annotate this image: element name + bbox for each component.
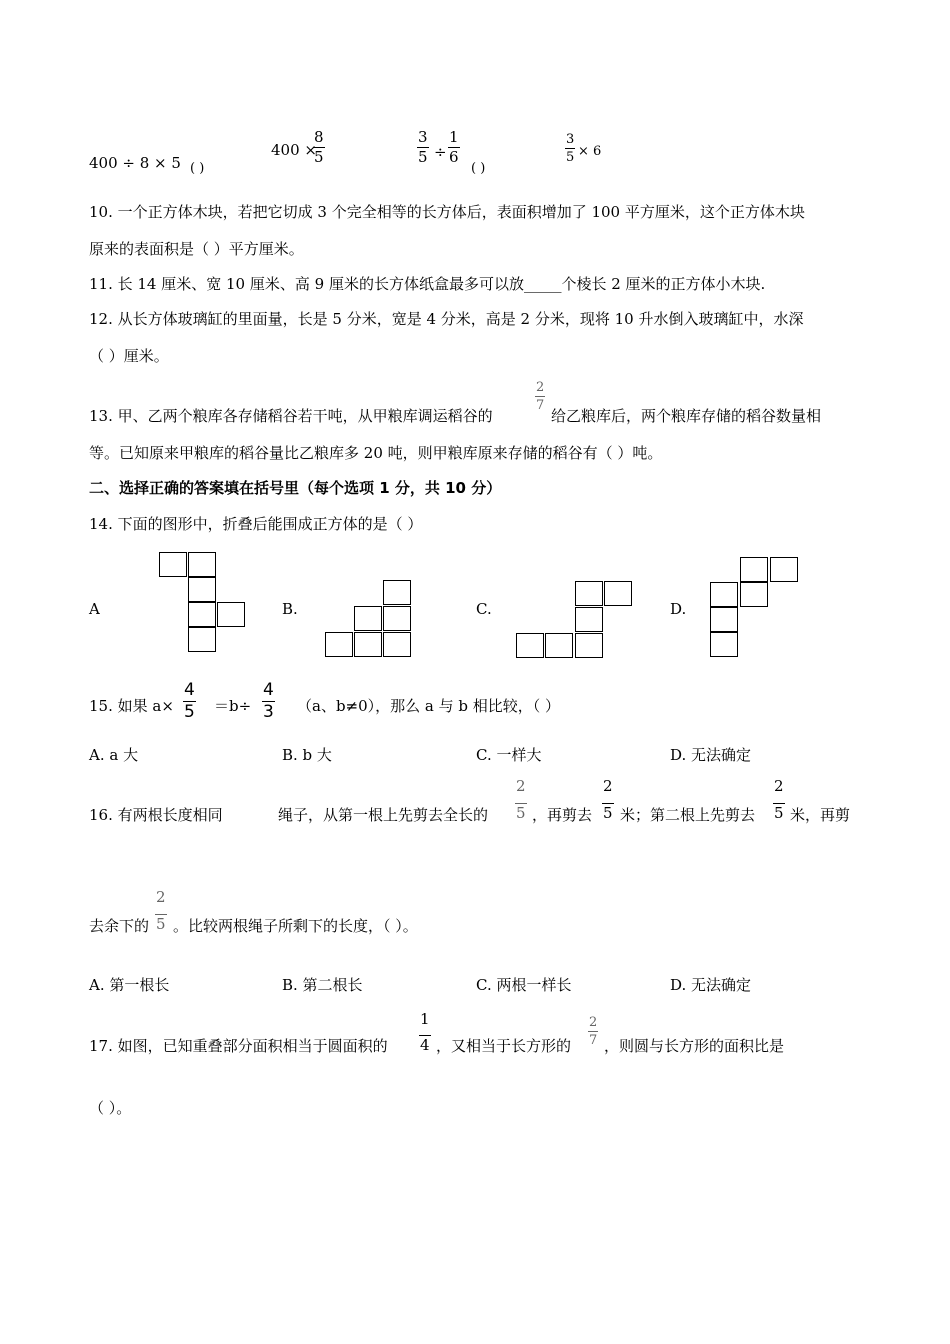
q9-expr4-fraction: 3 5 bbox=[566, 132, 575, 165]
section2-title: 二、选择正确的答案填在括号里（每个选项 1 分，共 10 分） bbox=[89, 479, 502, 497]
q16-part-c: ，再剪去 bbox=[532, 806, 593, 824]
q9-expr2-left: 400 × bbox=[271, 141, 317, 159]
q15-fraction2: 4 3 bbox=[263, 680, 274, 722]
q17-part-b: ，又相当于长方形的 bbox=[436, 1037, 572, 1055]
q15-option-d[interactable]: D. 无法确定 bbox=[670, 746, 752, 764]
q16-part-d: 米；第二根上先剪去 bbox=[620, 806, 756, 824]
q16-line2-a: 去余下的 bbox=[89, 917, 150, 935]
q13-line1-b: 给乙粮库后，两个粮库存储的稻谷数量相 bbox=[551, 407, 822, 425]
q15-option-a[interactable]: A. a 大 bbox=[89, 746, 139, 764]
q9-expr3-fraction2: 1 6 bbox=[449, 128, 459, 166]
q14-net-d[interactable] bbox=[710, 557, 800, 659]
q16-part-e: 米，再剪 bbox=[790, 806, 851, 824]
q15-suffix: （a、b≠0），那么 a 与 b 相比较，（ ） bbox=[297, 697, 561, 715]
q9-expr1: 400 ÷ 8 × 5 bbox=[89, 154, 181, 172]
q11-line1: 11. 长 14 厘米、宽 10 厘米、高 9 厘米的长方体纸盒最多可以放_____个棱长 2 厘米的正方体小木块. bbox=[89, 275, 766, 293]
q16-part-b: 绳子，从第一根上先剪去全长的 bbox=[278, 806, 489, 824]
q17-part-c: ，则圆与长方形的面积比是 bbox=[604, 1037, 785, 1055]
q14-net-a[interactable] bbox=[159, 552, 247, 654]
q10-line1: 10. 一个正方体木块，若把它切成 3 个完全相等的长方体后，表面积增加了 100 平方厘米，这个正方体木块 bbox=[89, 203, 805, 221]
q15-fraction1: 4 5 bbox=[184, 680, 195, 722]
q16-fraction1: 2 5 bbox=[516, 777, 526, 822]
q13-fraction: 2 7 bbox=[536, 380, 545, 413]
q12-line1: 12. 从长方体玻璃缸的里面量，长是 5 分米，宽是 4 分米，高是 2 分米，现将 10 升水倒入玻璃缸中，水深 bbox=[89, 310, 804, 328]
q9-expr4-right: × 6 bbox=[578, 144, 602, 159]
q17-line2: （ ）。 bbox=[89, 1099, 132, 1117]
q14-option-a-label[interactable]: A bbox=[89, 600, 100, 618]
q14-net-b[interactable] bbox=[325, 580, 413, 658]
q9-expr3-fraction1: 3 5 bbox=[418, 128, 428, 166]
q16-option-a[interactable]: A. 第一根长 bbox=[89, 976, 170, 994]
q12-line2: （ ）厘米。 bbox=[89, 347, 169, 365]
q16-fraction3: 2 5 bbox=[774, 777, 784, 822]
q14-stem: 14. 下面的图形中，折叠后能围成正方体的是（ ） bbox=[89, 515, 423, 533]
q16-option-c[interactable]: C. 两根一样长 bbox=[476, 976, 572, 994]
q17-part-a: 17. 如图，已知重叠部分面积相当于圆面积的 bbox=[89, 1037, 388, 1055]
q15-prefix: 15. 如果 a× bbox=[89, 697, 174, 715]
q15-mid: ＝b÷ bbox=[214, 697, 252, 715]
q16-option-b[interactable]: B. 第二根长 bbox=[282, 976, 363, 994]
q13-line1-a: 13. 甲、乙两个粮库各存储稻谷若干吨，从甲粮库调运稻谷的 bbox=[89, 407, 493, 425]
q9-blank1[interactable]: ( ) bbox=[190, 161, 205, 176]
q14-option-c-label[interactable]: C. bbox=[476, 600, 492, 618]
q15-option-b[interactable]: B. b 大 bbox=[282, 746, 332, 764]
q10-line2: 原来的表面积是（ ）平方厘米。 bbox=[89, 240, 304, 258]
q16-option-d[interactable]: D. 无法确定 bbox=[670, 976, 752, 994]
q14-net-c[interactable] bbox=[516, 581, 634, 659]
q17-fraction1: 1 4 bbox=[420, 1010, 430, 1054]
q14-option-d-label[interactable]: D. bbox=[670, 600, 687, 618]
q17-fraction2: 2 7 bbox=[589, 1015, 598, 1048]
q9-expr2-fraction: 8 5 bbox=[314, 128, 324, 166]
q16-fraction4: 2 5 bbox=[156, 888, 166, 933]
q9-blank2[interactable]: ( ) bbox=[471, 161, 486, 176]
q14-option-b-label[interactable]: B. bbox=[282, 600, 298, 618]
q16-fraction2: 2 5 bbox=[603, 777, 613, 822]
q9-expr3-op: ÷ bbox=[434, 143, 447, 161]
q16-part-a: 16. 有两根长度相同 bbox=[89, 806, 223, 824]
q16-line2-b: 。比较两根绳子所剩下的长度，（ ）。 bbox=[173, 917, 418, 935]
q15-option-c[interactable]: C. 一样大 bbox=[476, 746, 542, 764]
q13-line2: 等。已知原来甲粮库的稻谷量比乙粮库多 20 吨，则甲粮库原来存储的稻谷有（ ）吨。 bbox=[89, 444, 663, 462]
